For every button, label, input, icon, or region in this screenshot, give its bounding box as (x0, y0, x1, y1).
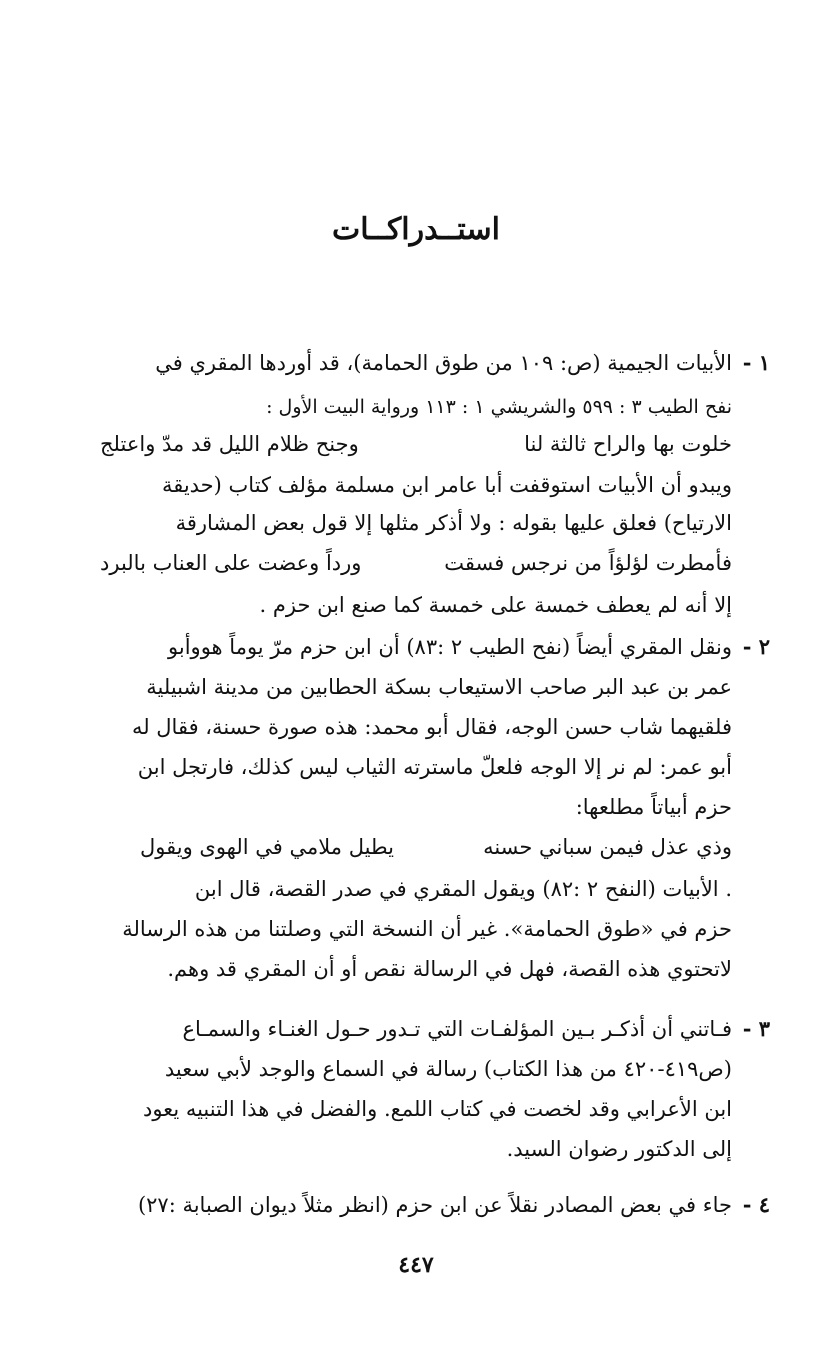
verse-first-hemistich: خلوت بها والراح ثالثة لنا (524, 432, 732, 456)
paragraph-line: الارتياح) فعلق عليها بقوله : ولا أذكر مثلها إلا قول بعض المشارقة (175, 511, 732, 535)
verse-second-hemistich: ورداً وعضت على العناب بالبرد (100, 551, 362, 575)
paragraph-line: الأبيات الجيمية (ص: ١٠٩ من طوق الحمامة)، قد أوردها المقري في (155, 351, 732, 375)
paragraph-line: إلى الدكتور رضوان السيد. (506, 1137, 732, 1161)
paragraph-line: . الأبيات (النفح ٢ :٨٢) ويقول المقري في صدر القصة، قال ابن (194, 877, 732, 901)
paragraph-line: أبو عمر: لم نر إلا الوجه فلعلّ ماسترته الثياب ليس كذلك، فارتجل ابن (137, 755, 732, 779)
verse-second-hemistich: وجنح ظلام الليل قد مدّ واعتلج (100, 432, 359, 456)
paragraph-line: نفح الطيب ٣ : ٥٩٩ والشريشي ١ : ١١٣ ورواية البيت الأول : (266, 396, 732, 418)
item-number: ١ - (742, 350, 770, 375)
item-number: ٣ - (742, 1016, 770, 1041)
page-number: ٤٤٧ (398, 1252, 434, 1278)
item-number: ٤ - (742, 1192, 770, 1217)
paragraph-line: فلقيهما شاب حسن الوجه، فقال أبو محمد: هذه صورة حسنة، فقال له (131, 715, 732, 739)
paragraph-line: إلا أنه لم يعطف خمسة على خمسة كما صنع ابن حزم . (259, 593, 732, 617)
paragraph-line: ويبدو أن الأبيات استوقفت أبا عامر ابن مسلمة مؤلف كتاب (حديقة (161, 473, 732, 497)
verse-first-hemistich: وذي عذل فيمن سباني حسنه (483, 835, 732, 859)
paragraph-line: حزم في «طوق الحمامة». غير أن النسخة التي وصلتنا من هذه الرسالة (122, 917, 732, 941)
paragraph-line: ونقل المقري أيضاً (نفح الطيب ٢ :٨٣) أن ابن حزم مرّ يوماً هووأبو (168, 635, 732, 659)
paragraph-line: ابن الأعرابي وقد لخصت في كتاب اللمع. والفضل في هذا التنبيه يعود (142, 1097, 732, 1121)
paragraph-line: حزم أبياتاً مطلعها: (575, 795, 732, 819)
item-number: ٢ - (742, 634, 770, 659)
verse-second-hemistich: يطيل ملامي في الهوى ويقول (140, 835, 394, 859)
verse-first-hemistich: فأمطرت لؤلؤاً من نرجس فسقت (444, 551, 732, 575)
paragraph-line: فـاتني أن أذكـر بـين المؤلفـات التي تـدور حـول الغنـاء والسمـاع (182, 1017, 732, 1041)
page-title: استــدراكــات (332, 212, 500, 247)
paragraph-line: (ص٤١٩-٤٢٠ من هذا الكتاب) رسالة في السماع والوجد لأبي سعيد (164, 1057, 732, 1081)
paragraph-line: عمر بن عبد البر صاحب الاستيعاب بسكة الحطابين من مدينة اشبيلية (146, 675, 732, 699)
paragraph-line: جاء في بعض المصادر نقلاً عن ابن حزم (انظر مثلاً ديوان الصبابة :٢٧) (137, 1193, 732, 1217)
paragraph-line: لاتحتوي هذه القصة، فهل في الرسالة نقص أو أن المقري قد وهم. (167, 957, 732, 981)
